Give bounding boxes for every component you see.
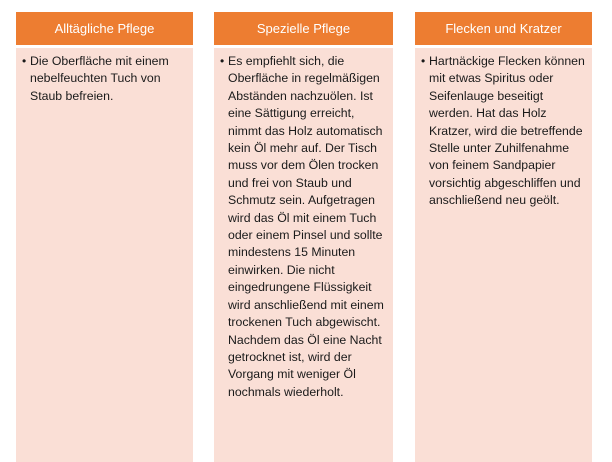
column-special-care	[214, 12, 393, 399]
bullet-text: Hartnäckige Flecken können mit etwas Spiritus oder Seifenlauge beseitigt werden. Hat das Holz Kratzer, wird die betreffende Stelle unter Zuhilfenahme von feinem Sandpapier vorsichtig abgeschliffen und anschließend neu geölt.	[429, 54, 585, 208]
column-body	[16, 48, 193, 462]
bullet-icon: •	[22, 54, 27, 68]
column-header: Alltägliche Pflege	[16, 12, 193, 45]
column-header: Flecken und Kratzer	[415, 12, 592, 45]
bullet-text: Es empfiehlt sich, die Oberfläche in regelmäßigen Abständen nachzuölen. Ist eine Sättigung erreicht, nimmt das Holz automatisch kein Öl mehr auf. Der Tisch muss vor dem Ölen trocken und frei von Staub und Schmutz sein. Aufgetragen wird das Öl mit einem Tuch oder einem Pinsel und sollte mindestens 15 Minuten einwirken. Die nicht eingedrungene Flüssigkeit wird anschließend mit einem trockenen Tuch abgewischt. Nachdem das Öl eine Nacht getrocknet ist, wird der Vorgang mit weniger Öl nochmals wiederholt.	[228, 54, 384, 399]
bullet-item	[220, 53, 387, 401]
column-header: Spezielle Pflege	[214, 12, 393, 45]
bullet-icon: •	[421, 54, 426, 68]
column-stains-scratches	[415, 12, 592, 208]
bullet-text: Die Oberfläche mit einem nebelfeuchten Tuch von Staub befreien.	[30, 54, 169, 103]
column-daily-care	[16, 12, 193, 103]
bullet-item	[421, 53, 586, 210]
bullet-item	[22, 53, 187, 105]
column-body	[214, 48, 393, 462]
bullet-icon: •	[220, 54, 225, 68]
column-body	[415, 48, 592, 462]
